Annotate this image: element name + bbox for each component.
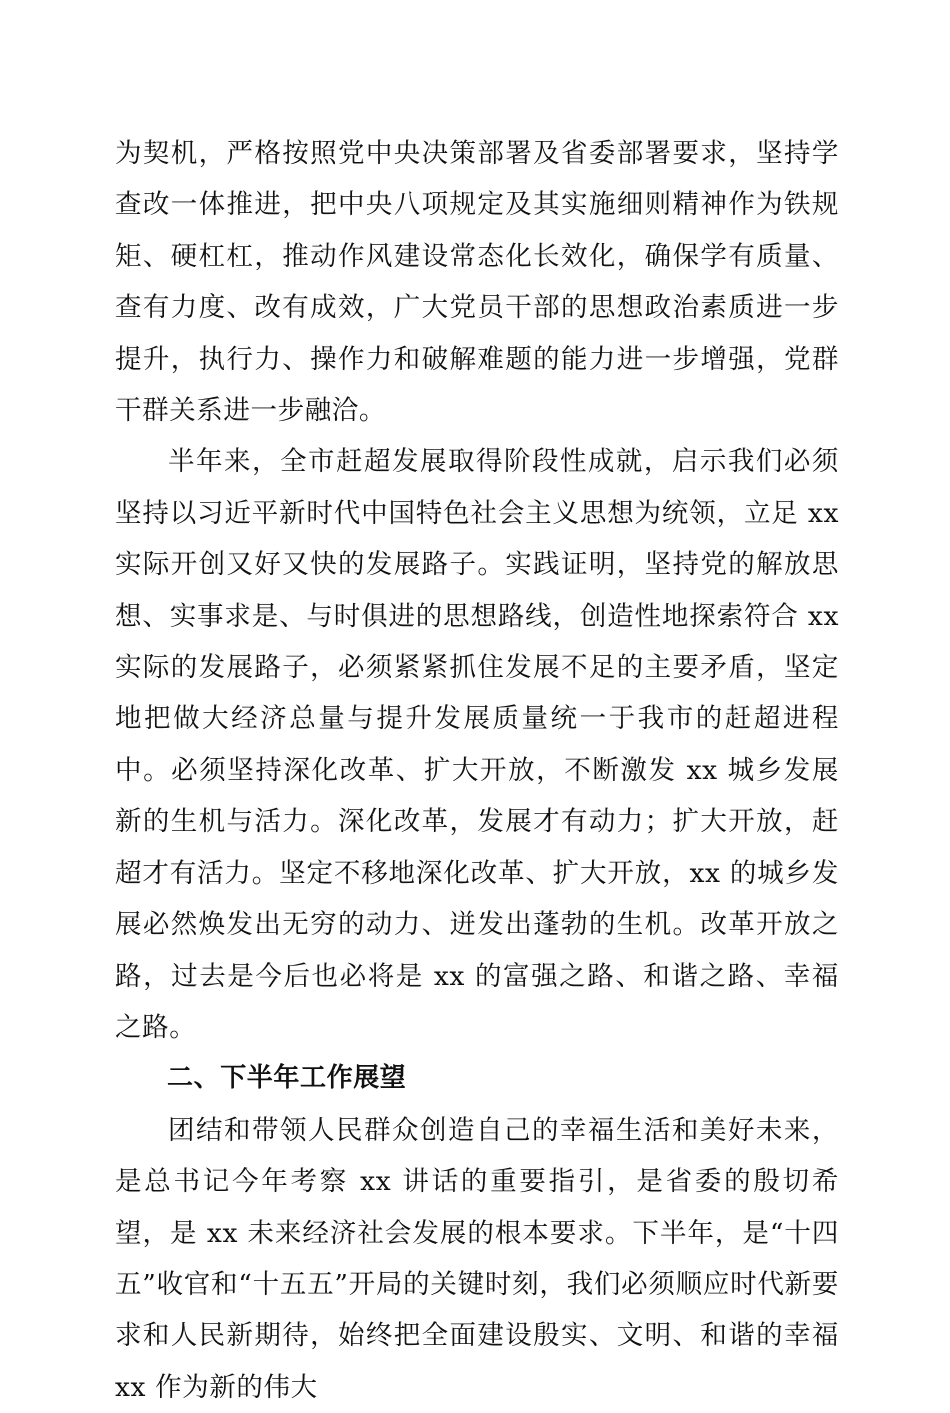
- document-body: [115, 128, 839, 1413]
- paragraph-outlook: 团结和带领人民群众创造自己的幸福生活和美好未来，是总书记今年考察 xx 讲话的重要指引，是省委的殷切希望，是 xx 未来经济社会发展的根本要求。下半年，是“十四五”收官和“十五五”开局的关键时刻，我们必须顺应时代新要求和人民新期待，始终把全面建设殷实、文明、和谐的幸福 xx 作为新的伟大: [115, 1114, 839, 1403]
- section-heading: 二、下半年工作展望: [167, 1063, 407, 1094]
- paragraph-continued: 为契机，严格按照党中央决策部署及省委部署要求，坚持学查改一体推进，把中央八项规定及其实施细则精神作为铁规矩、硬杠杠，推动作风建设常态化长效化，确保学有质量、查有力度、改有成效，广大党员干部的思想政治素质进一步提升，执行力、操作力和破解难题的能力进一步增强，党群干群关系进一步融洽。: [115, 138, 839, 427]
- paragraph-achievements: 半年来，全市赶超发展取得阶段性成就，启示我们必须坚持以习近平新时代中国特色社会主义思想为统领，立足 xx 实际开创又好又快的发展路子。实践证明，坚持党的解放思想、实事求是、与时俱进的思想路线，创造性地探索符合 xx 实际的发展路子，必须紧紧抓住发展不足的主要矛盾，坚定地把做大经济总量与提升发展质量统一于我市的赶超进程中。必须坚持深化改革、扩大开放，不断激发 xx 城乡发展新的生机与活力。深化改革，发展才有动力；扩大开放，赶超才有活力。坚定不移地深化改革、扩大开放，xx 的城乡发展必然焕发出无穷的动力、迸发出蓬勃的生机。改革开放之路，过去是今后也必将是 xx 的富强之路、和谐之路、幸福之路。: [115, 446, 839, 1043]
